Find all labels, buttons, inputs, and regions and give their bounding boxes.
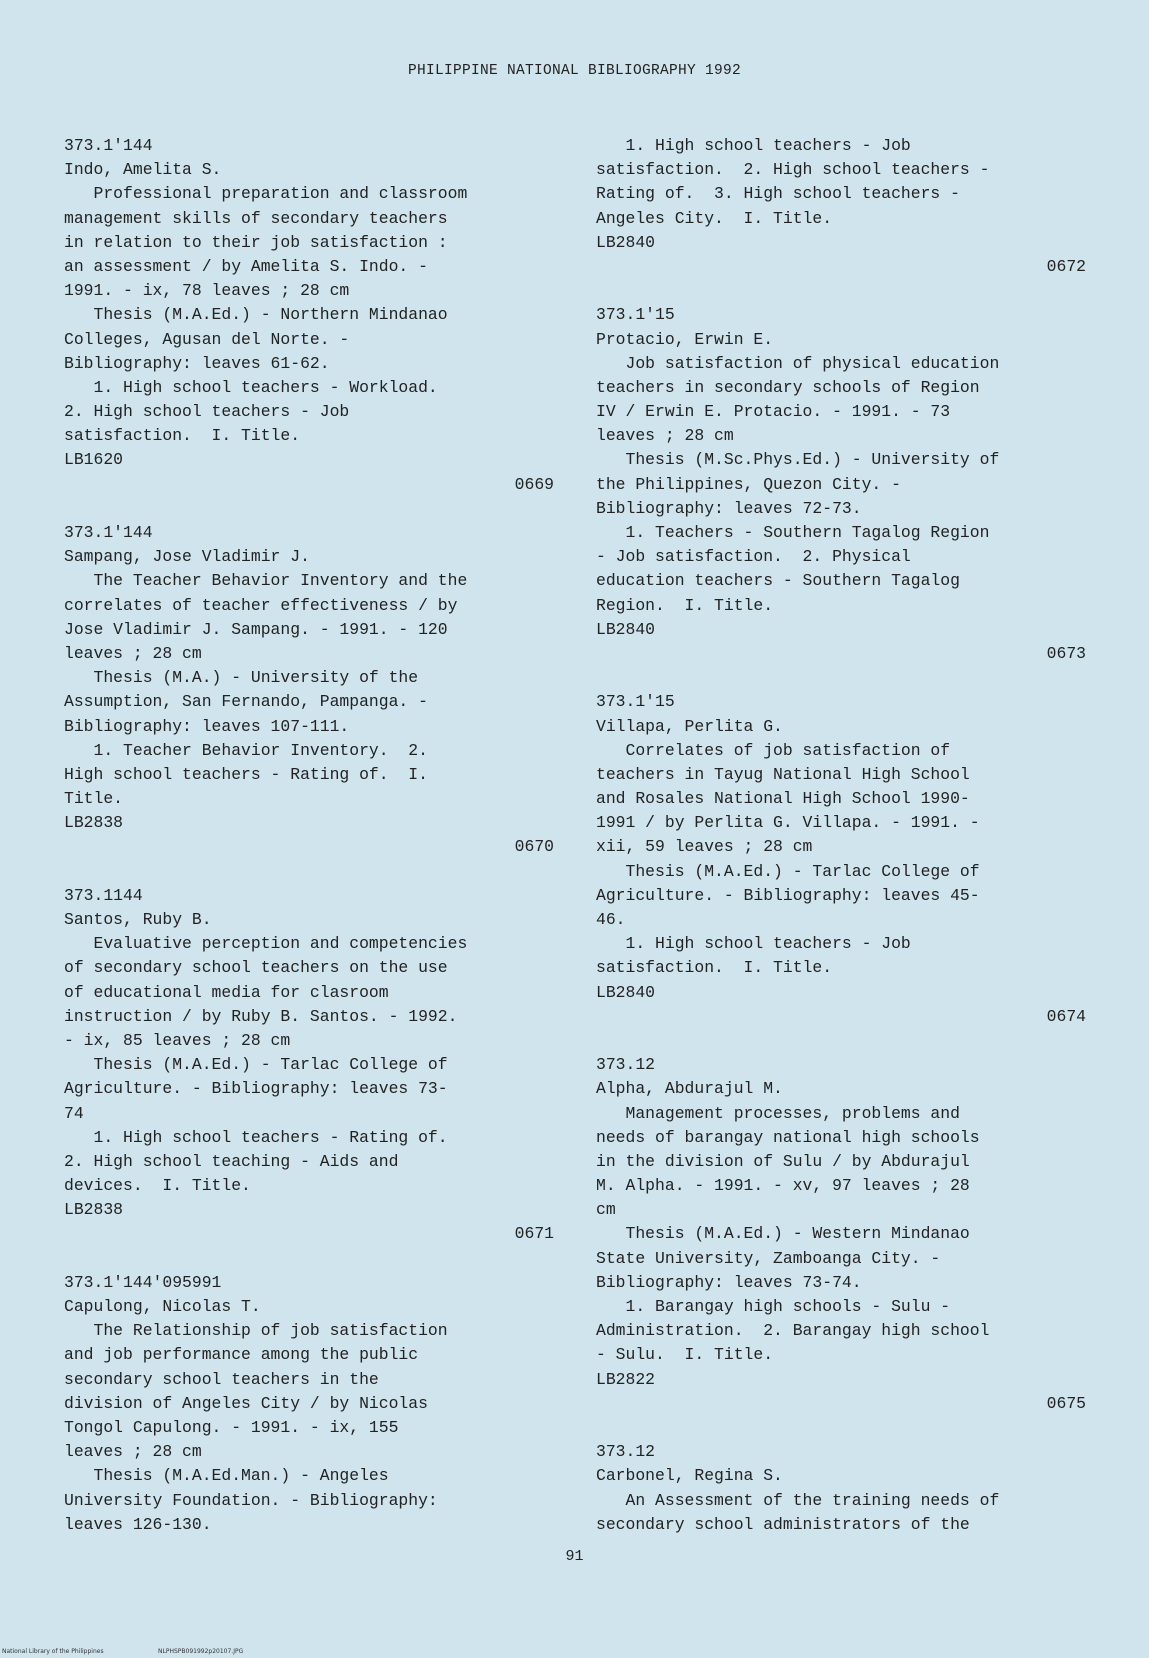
entry-line: Bibliography: leaves 73-74. bbox=[596, 1272, 862, 1292]
entry-line: Thesis (M.Sc.Phys.Ed.) - University of bbox=[596, 450, 1000, 470]
entry-line: LB1620 bbox=[64, 450, 124, 470]
footer-library: National Library of the Philippines bbox=[2, 1648, 104, 1655]
entry-number: 0673 bbox=[1046, 643, 1086, 663]
entry-line: Rating of. 3. High school teachers - bbox=[596, 184, 960, 204]
page-number: 91 bbox=[565, 1548, 584, 1565]
entry-line: correlates of teacher effectiveness / by bbox=[64, 595, 458, 615]
entry-line: Bibliography: leaves 107-111. bbox=[64, 716, 350, 736]
entry-line: in the division of Sulu / by Abdurajul bbox=[596, 1151, 970, 1171]
entry-line: needs of barangay national high schools bbox=[596, 1127, 980, 1147]
entry-line: 1. High school teachers - Job bbox=[596, 136, 911, 155]
entry-line: Administration. 2. Barangay high school bbox=[596, 1321, 990, 1341]
entry-line: - Job satisfaction. 2. Physical bbox=[596, 547, 911, 567]
entry-line: 1. High school teachers - Workload. bbox=[64, 377, 438, 397]
entry-line: 373.12 bbox=[596, 1055, 656, 1075]
entry-line: - ix, 85 leaves ; 28 cm bbox=[64, 1030, 291, 1050]
entry-line: Correlates of job satisfaction of bbox=[596, 740, 951, 760]
entry-separator bbox=[596, 279, 1086, 303]
entry-separator bbox=[596, 1029, 1086, 1053]
entry-line: 373.1'144 bbox=[64, 136, 153, 155]
entry-separator bbox=[596, 666, 1086, 690]
entry-separator bbox=[64, 860, 554, 884]
entry-number: 0674 bbox=[1046, 1006, 1086, 1026]
entry-separator bbox=[64, 497, 554, 521]
entry-line: 373.1'144 bbox=[64, 523, 153, 542]
entry-line: 1991. - ix, 78 leaves ; 28 cm bbox=[64, 281, 350, 301]
entry-line: Assumption, San Fernando, Pampanga. - bbox=[64, 692, 428, 712]
entry-line: Professional preparation and classroom bbox=[64, 184, 468, 204]
entry-line: 373.12 bbox=[596, 1442, 656, 1462]
entry-line: Indo, Amelita S. bbox=[64, 160, 222, 180]
entry-line: Alpha, Abdurajul M. bbox=[596, 1079, 783, 1099]
entry-line: leaves ; 28 cm bbox=[596, 426, 734, 446]
entry-line: an assessment / by Amelita S. Indo. - bbox=[64, 256, 428, 276]
page-header: PHILIPPINE NATIONAL BIBLIOGRAPHY 1992 bbox=[407, 63, 742, 79]
entry-line: xii, 59 leaves ; 28 cm bbox=[596, 837, 813, 857]
entry-line: Thesis (M.A.Ed.) - Western Mindanao bbox=[596, 1224, 970, 1244]
entry-line: of educational media for clasroom bbox=[64, 982, 389, 1002]
entry-line: Region. I. Title. bbox=[596, 595, 774, 615]
entry-line: LB2840 bbox=[596, 982, 656, 1002]
entry-line: - Sulu. I. Title. bbox=[596, 1345, 774, 1365]
entry-line: instruction / by Ruby B. Santos. - 1992. bbox=[64, 1006, 458, 1026]
entry-line: Thesis (M.A.Ed.) - Tarlac College of bbox=[596, 861, 980, 881]
entry-line: cm bbox=[596, 1200, 616, 1220]
entry-line: Management processes, problems and bbox=[596, 1103, 960, 1123]
entry-line: Evaluative perception and competencies bbox=[64, 934, 468, 954]
entry-number: 0671 bbox=[514, 1224, 554, 1244]
entry-line: Carbonel, Regina S. bbox=[596, 1466, 783, 1486]
entry-line: 1. Teacher Behavior Inventory. 2. bbox=[64, 740, 428, 760]
entry-line: The Relationship of job satisfaction bbox=[64, 1321, 448, 1341]
entry-line: Job satisfaction of physical education bbox=[596, 353, 1000, 373]
entry-number: 0672 bbox=[1046, 256, 1086, 276]
entry-line: Title. bbox=[64, 789, 124, 809]
entry-line: University Foundation. - Bibliography: bbox=[64, 1490, 438, 1510]
entry-line: Agriculture. - Bibliography: leaves 45- bbox=[596, 885, 980, 905]
entry-line: 373.1144 bbox=[64, 885, 143, 905]
entry-number: 0670 bbox=[514, 837, 554, 857]
entry-line: devices. I. Title. bbox=[64, 1176, 251, 1196]
entry-line: Capulong, Nicolas T. bbox=[64, 1297, 261, 1316]
entry-line: State University, Zamboanga City. - bbox=[596, 1248, 941, 1268]
entry-line: An Assessment of the training needs of bbox=[596, 1490, 1000, 1510]
entry-line: 1. High school teachers - Rating of. bbox=[64, 1127, 448, 1147]
entry-number: 0669 bbox=[514, 474, 554, 494]
entry-line: leaves ; 28 cm bbox=[64, 1442, 202, 1462]
entry-line: Colleges, Agusan del Norte. - bbox=[64, 329, 350, 349]
entry-line: Jose Vladimir J. Sampang. - 1991. - 120 bbox=[64, 619, 448, 639]
entry-line: LB2838 bbox=[64, 813, 124, 833]
entry-line: The Teacher Behavior Inventory and the bbox=[64, 571, 468, 591]
entry-line: IV / Erwin E. Protacio. - 1991. - 73 bbox=[596, 402, 951, 422]
entry-line: Thesis (M.A.Ed.Man.) - Angeles bbox=[64, 1466, 389, 1486]
entry-line: LB2822 bbox=[596, 1369, 656, 1389]
entry-line: Thesis (M.A.) - University of the bbox=[64, 668, 419, 688]
entry-line: Angeles City. I. Title. bbox=[596, 208, 833, 228]
entry-line: Santos, Ruby B. bbox=[64, 910, 212, 929]
entry-line: 46. bbox=[596, 910, 626, 929]
entry-line: management skills of secondary teachers bbox=[64, 208, 448, 228]
entry-line: 373.1'15 bbox=[596, 692, 675, 712]
entry-line: education teachers - Southern Tagalog bbox=[596, 571, 960, 591]
entry-line: LB2840 bbox=[596, 619, 656, 639]
entry-line: 1991 / by Perlita G. Villapa. - 1991. - bbox=[596, 813, 980, 833]
entry-line: and job performance among the public bbox=[64, 1345, 419, 1365]
entry-line: Agriculture. - Bibliography: leaves 73- bbox=[64, 1079, 448, 1099]
entry-line: Villapa, Perlita G. bbox=[596, 716, 783, 736]
entry-line: 373.1'15 bbox=[596, 305, 675, 325]
left-column bbox=[64, 134, 554, 1537]
footer-filename: NLPHSPB091992p20107.JPG bbox=[158, 1648, 244, 1655]
entry-line: Protacio, Erwin E. bbox=[596, 329, 774, 349]
entry-line: Thesis (M.A.Ed.) - Tarlac College of bbox=[64, 1055, 448, 1075]
entry-line: the Philippines, Quezon City. - bbox=[596, 474, 901, 494]
entry-line: Sampang, Jose Vladimir J. bbox=[64, 547, 310, 567]
entry-line: Tongol Capulong. - 1991. - ix, 155 bbox=[64, 1417, 399, 1437]
entry-line: LB2838 bbox=[64, 1200, 124, 1220]
entry-line: secondary school administrators of the bbox=[596, 1514, 970, 1534]
entry-line: satisfaction. I. Title. bbox=[64, 426, 301, 446]
entry-line: Bibliography: leaves 61-62. bbox=[64, 353, 330, 373]
entry-line: 1. Teachers - Southern Tagalog Region bbox=[596, 523, 990, 542]
entry-line: Thesis (M.A.Ed.) - Northern Mindanao bbox=[64, 305, 448, 325]
entry-line: secondary school teachers in the bbox=[64, 1369, 379, 1389]
entry-line: M. Alpha. - 1991. - xv, 97 leaves ; 28 bbox=[596, 1176, 970, 1196]
entry-line: division of Angeles City / by Nicolas bbox=[64, 1393, 428, 1413]
entry-line: of secondary school teachers on the use bbox=[64, 958, 448, 978]
entry-line: High school teachers - Rating of. I. bbox=[64, 764, 428, 784]
entry-line: satisfaction. 2. High school teachers - bbox=[596, 160, 990, 180]
entry-line: 2. High school teachers - Job bbox=[64, 402, 350, 422]
entry-line: LB2840 bbox=[596, 232, 656, 252]
entry-line: leaves ; 28 cm bbox=[64, 643, 202, 663]
entry-line: in relation to their job satisfaction : bbox=[64, 232, 448, 252]
entry-line: 373.1'144'095991 bbox=[64, 1272, 222, 1292]
entry-line: 1. High school teachers - Job bbox=[596, 934, 911, 954]
entry-line: 74 bbox=[64, 1103, 84, 1123]
entry-line: 2. High school teaching - Aids and bbox=[64, 1151, 399, 1171]
entry-line: leaves 126-130. bbox=[64, 1514, 212, 1534]
entry-line: Bibliography: leaves 72-73. bbox=[596, 498, 862, 518]
entry-line: satisfaction. I. Title. bbox=[596, 958, 833, 978]
entry-number: 0675 bbox=[1046, 1393, 1086, 1413]
entry-line: and Rosales National High School 1990- bbox=[596, 789, 970, 809]
entry-separator bbox=[64, 1247, 554, 1271]
entry-line: teachers in secondary schools of Region bbox=[596, 377, 980, 397]
entry-separator bbox=[596, 1416, 1086, 1440]
right-column bbox=[596, 134, 1086, 1537]
entry-line: 1. Barangay high schools - Sulu - bbox=[596, 1297, 951, 1316]
entry-line: teachers in Tayug National High School bbox=[596, 764, 970, 784]
